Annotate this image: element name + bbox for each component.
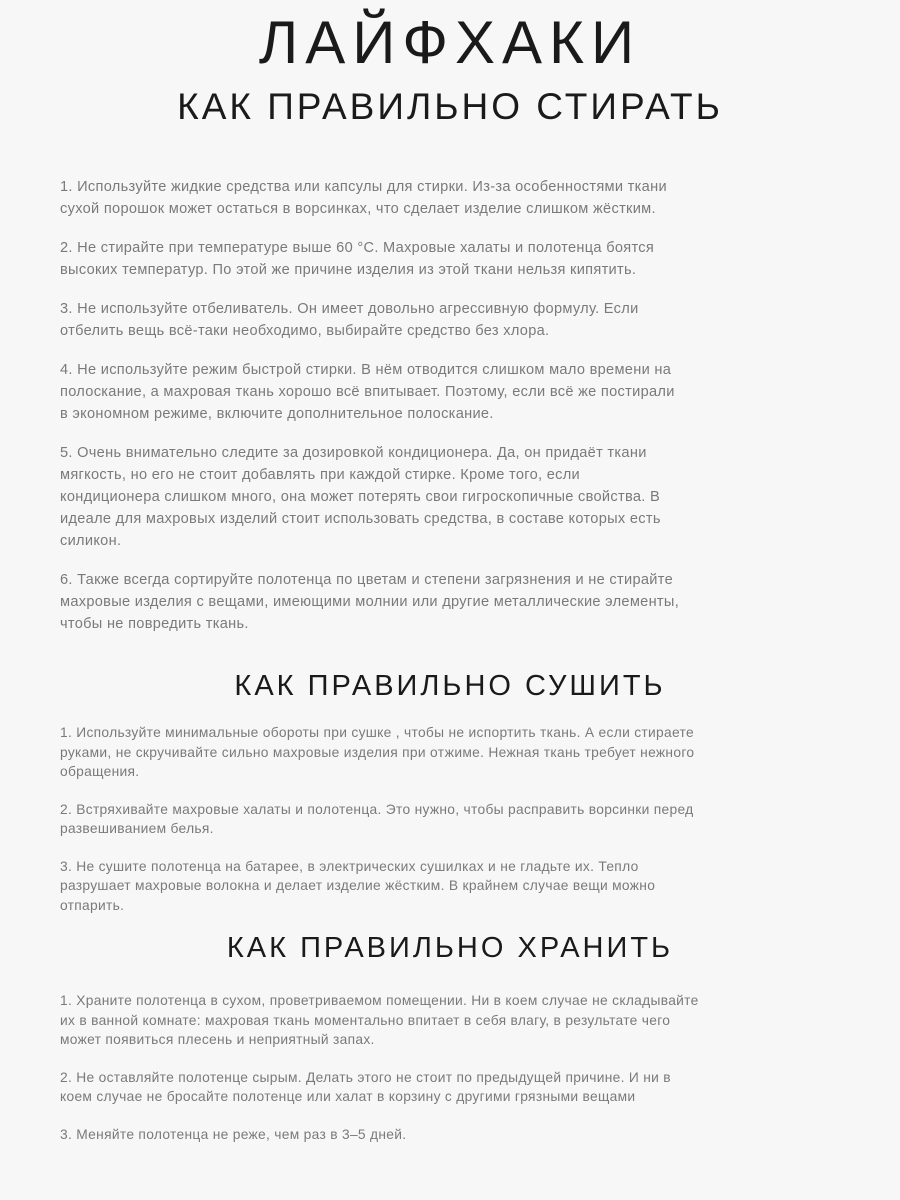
section-heading-dry: КАК ПРАВИЛЬНО СУШИТЬ <box>234 670 666 702</box>
section-heading-store: КАК ПРАВИЛЬНО ХРАНИТЬ <box>226 932 674 964</box>
tip-paragraph <box>60 176 860 220</box>
tip-line: разрушает махровые волокна и делает изделие жёстким. В крайнем случае вещи можно <box>60 878 656 893</box>
tip-line: мягкость, но его не стоит добавлять при каждой стирке. Кроме того, если <box>60 467 580 483</box>
tip-line: 1. Используйте жидкие средства или капсулы для стирки. Из-за особенностями ткани <box>60 179 667 195</box>
section-heading-wash: КАК ПРАВИЛЬНО СТИРАТЬ <box>177 86 723 127</box>
tip-line: может появиться плесень и неприятный запах. <box>60 1032 375 1047</box>
tip-line: идеале для махровых изделий стоит использовать средства, в составе которых есть <box>60 511 661 527</box>
tip-line: их в ванной комнате: махровая ткань моментально впитает в себя влагу, в результате чего <box>60 1012 671 1028</box>
tip-line: руками, не скручивайте сильно махровые изделия при отжиме. Нежная ткань требует нежного <box>60 744 695 760</box>
tip-line: 4. Не используйте режим быстрой стирки. В нём отводится слишком мало времени на <box>60 362 672 378</box>
tip-paragraph <box>60 569 860 635</box>
tip-line: 2. Не оставляйте полотенце сырым. Делать этого не стоит по предыдущей причине. И ни в <box>60 1069 671 1085</box>
tip-paragraph <box>60 991 860 1050</box>
tip-line: полоскание, а махровая ткань хорошо всё впитывает. Поэтому, если всё же постирали <box>60 384 675 400</box>
tip-paragraph <box>60 359 860 425</box>
tip-line: кондиционера слишком много, она может потерять свои гигроскопичные свойства. В <box>60 489 661 505</box>
section-body-wash <box>60 176 860 652</box>
tip-paragraph <box>60 442 860 552</box>
page-title: ЛАЙФХАКИ <box>258 9 642 76</box>
tip-line: отпарить. <box>60 897 125 913</box>
tip-line: 1. Используйте минимальные обороты при сушке , чтобы не испортить ткань. А если стираете <box>60 725 694 740</box>
tip-line: 3. Меняйте полотенца не реже, чем раз в 3–5 дней. <box>60 1126 407 1142</box>
tip-line: сухой порошок может остаться в ворсинках, что сделает изделие слишком жёстким. <box>60 201 656 217</box>
tip-paragraph <box>60 298 860 342</box>
tip-line: махровые изделия с вещами, имеющими молнии или другие металлические элементы, <box>60 594 680 610</box>
tip-paragraph <box>60 1068 860 1107</box>
tip-line: чтобы не повредить ткань. <box>60 616 249 632</box>
tip-line: развешиванием белья. <box>60 821 214 836</box>
tip-line: 6. Также всегда сортируйте полотенца по цветам и степени загрязнения и не стирайте <box>60 572 673 588</box>
tip-line: 1. Храните полотенца в сухом, проветриваемом помещении. Ни в коем случае не складывайте <box>60 993 699 1008</box>
tip-line: в экономном режиме, включите дополнительное полоскание. <box>60 406 494 422</box>
tip-line: 5. Очень внимательно следите за дозировкой кондиционера. Да, он придаёт ткани <box>60 445 647 461</box>
tip-paragraph <box>60 800 860 839</box>
tip-paragraph <box>60 723 860 782</box>
tip-line: коем случае не бросайте полотенце или халат в корзину с другими грязными вещами <box>60 1089 636 1104</box>
tip-line: 3. Не используйте отбеливатель. Он имеет довольно агрессивную формулу. Если <box>60 301 639 317</box>
section-body-store <box>60 991 860 1162</box>
tip-line: высоких температур. По этой же причине изделия из этой ткани нельзя кипятить. <box>60 262 637 278</box>
tip-paragraph <box>60 857 860 916</box>
tip-line: обращения. <box>60 764 140 779</box>
section-body-dry <box>60 723 860 933</box>
tip-line: 3. Не сушите полотенца на батарее, в электрических сушилках и не гладьте их. Тепло <box>60 858 639 874</box>
tip-paragraph <box>60 237 860 281</box>
tip-line: 2. Не стирайте при температуре выше 60 °С. Махровые халаты и полотенца боятся <box>60 240 655 256</box>
tip-line: силикон. <box>60 533 122 549</box>
tip-line: 2. Встряхивайте махровые халаты и полотенца. Это нужно, чтобы расправить ворсинки перед <box>60 801 694 817</box>
tip-paragraph <box>60 1125 860 1145</box>
tip-line: отбелить вещь всё-таки необходимо, выбирайте средство без хлора. <box>60 323 550 339</box>
